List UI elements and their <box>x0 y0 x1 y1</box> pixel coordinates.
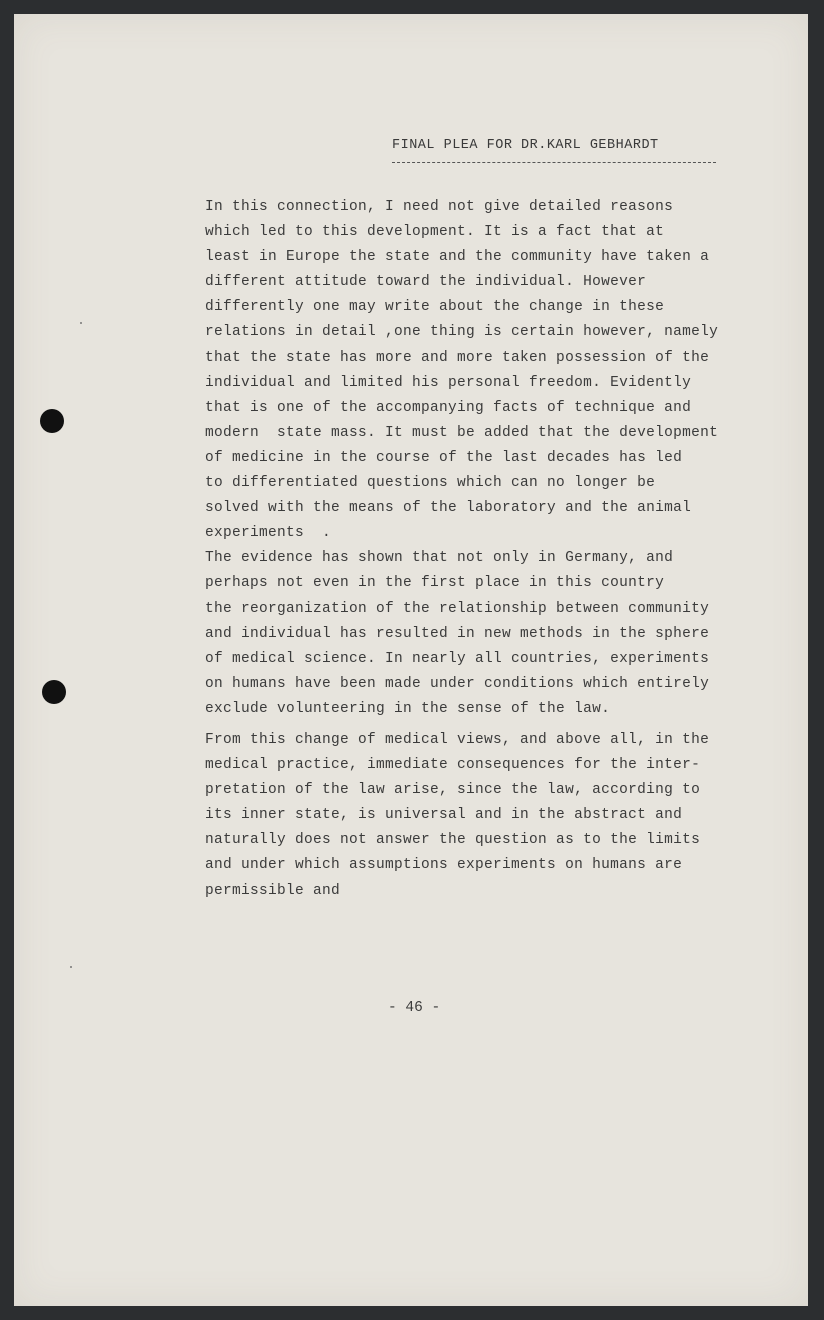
text-line: experiments . <box>160 525 332 542</box>
text-line: naturally does not answer the question as to the limits <box>160 832 701 849</box>
paper-speck <box>70 966 72 968</box>
text-line: to differentiated questions which can no longer be <box>160 475 656 492</box>
text-line: of medical science. In nearly all countries, experiments <box>160 650 710 667</box>
punch-hole <box>40 409 64 433</box>
paper-speck <box>80 322 82 324</box>
text-line: of medicine in the course of the last decades has led <box>160 449 683 466</box>
text-line: From this change of medical views, and above all, in the <box>160 731 710 748</box>
page-number: - 46 - <box>388 1000 441 1016</box>
paragraph-2 <box>160 546 800 722</box>
text-line: permissible and <box>160 882 341 899</box>
text-line: exclude volunteering in the sense of the law. <box>160 700 611 717</box>
header-underline <box>392 162 716 163</box>
text-line: that the state has more and more taken possession of the <box>160 349 710 366</box>
paragraph-1 <box>160 195 800 546</box>
text-line: The evidence has shown that not only in Germany, and <box>160 550 674 567</box>
text-line: on humans have been made under conditions which entirely <box>160 675 710 692</box>
document-body <box>160 195 800 904</box>
text-line: individual and limited his personal freedom. Evidently <box>160 374 692 391</box>
text-line: relations in detail ,one thing is certain however, namely <box>160 324 719 341</box>
text-line: solved with the means of the laboratory and the animal <box>160 500 692 517</box>
paragraph-3 <box>160 728 800 904</box>
document-header-title: FINAL PLEA FOR DR.KARL GEBHARDT <box>392 138 659 153</box>
text-line: and under which assumptions experiments on humans are <box>160 857 683 874</box>
text-line: different attitude toward the individual. However <box>160 274 647 291</box>
text-line: In this connection, I need not give detailed reasons <box>160 199 674 215</box>
text-line: pretation of the law arise, since the law, according to <box>160 782 701 799</box>
text-line: medical practice, immediate consequences for the inter- <box>160 757 701 774</box>
text-line: modern state mass. It must be added that the development <box>160 424 719 441</box>
text-line: that is one of the accompanying facts of technique and <box>160 399 692 416</box>
punch-hole <box>42 680 66 704</box>
text-line: perhaps not even in the first place in this country <box>160 575 665 592</box>
text-line: least in Europe the state and the community have taken a <box>160 249 710 266</box>
text-line: differently one may write about the change in these <box>160 299 665 316</box>
text-line: and individual has resulted in new methods in the sphere <box>160 625 710 642</box>
text-line: the reorganization of the relationship between community <box>160 600 710 617</box>
text-line: which led to this development. It is a fact that at <box>160 224 665 241</box>
text-line: its inner state, is universal and in the abstract and <box>160 807 683 824</box>
